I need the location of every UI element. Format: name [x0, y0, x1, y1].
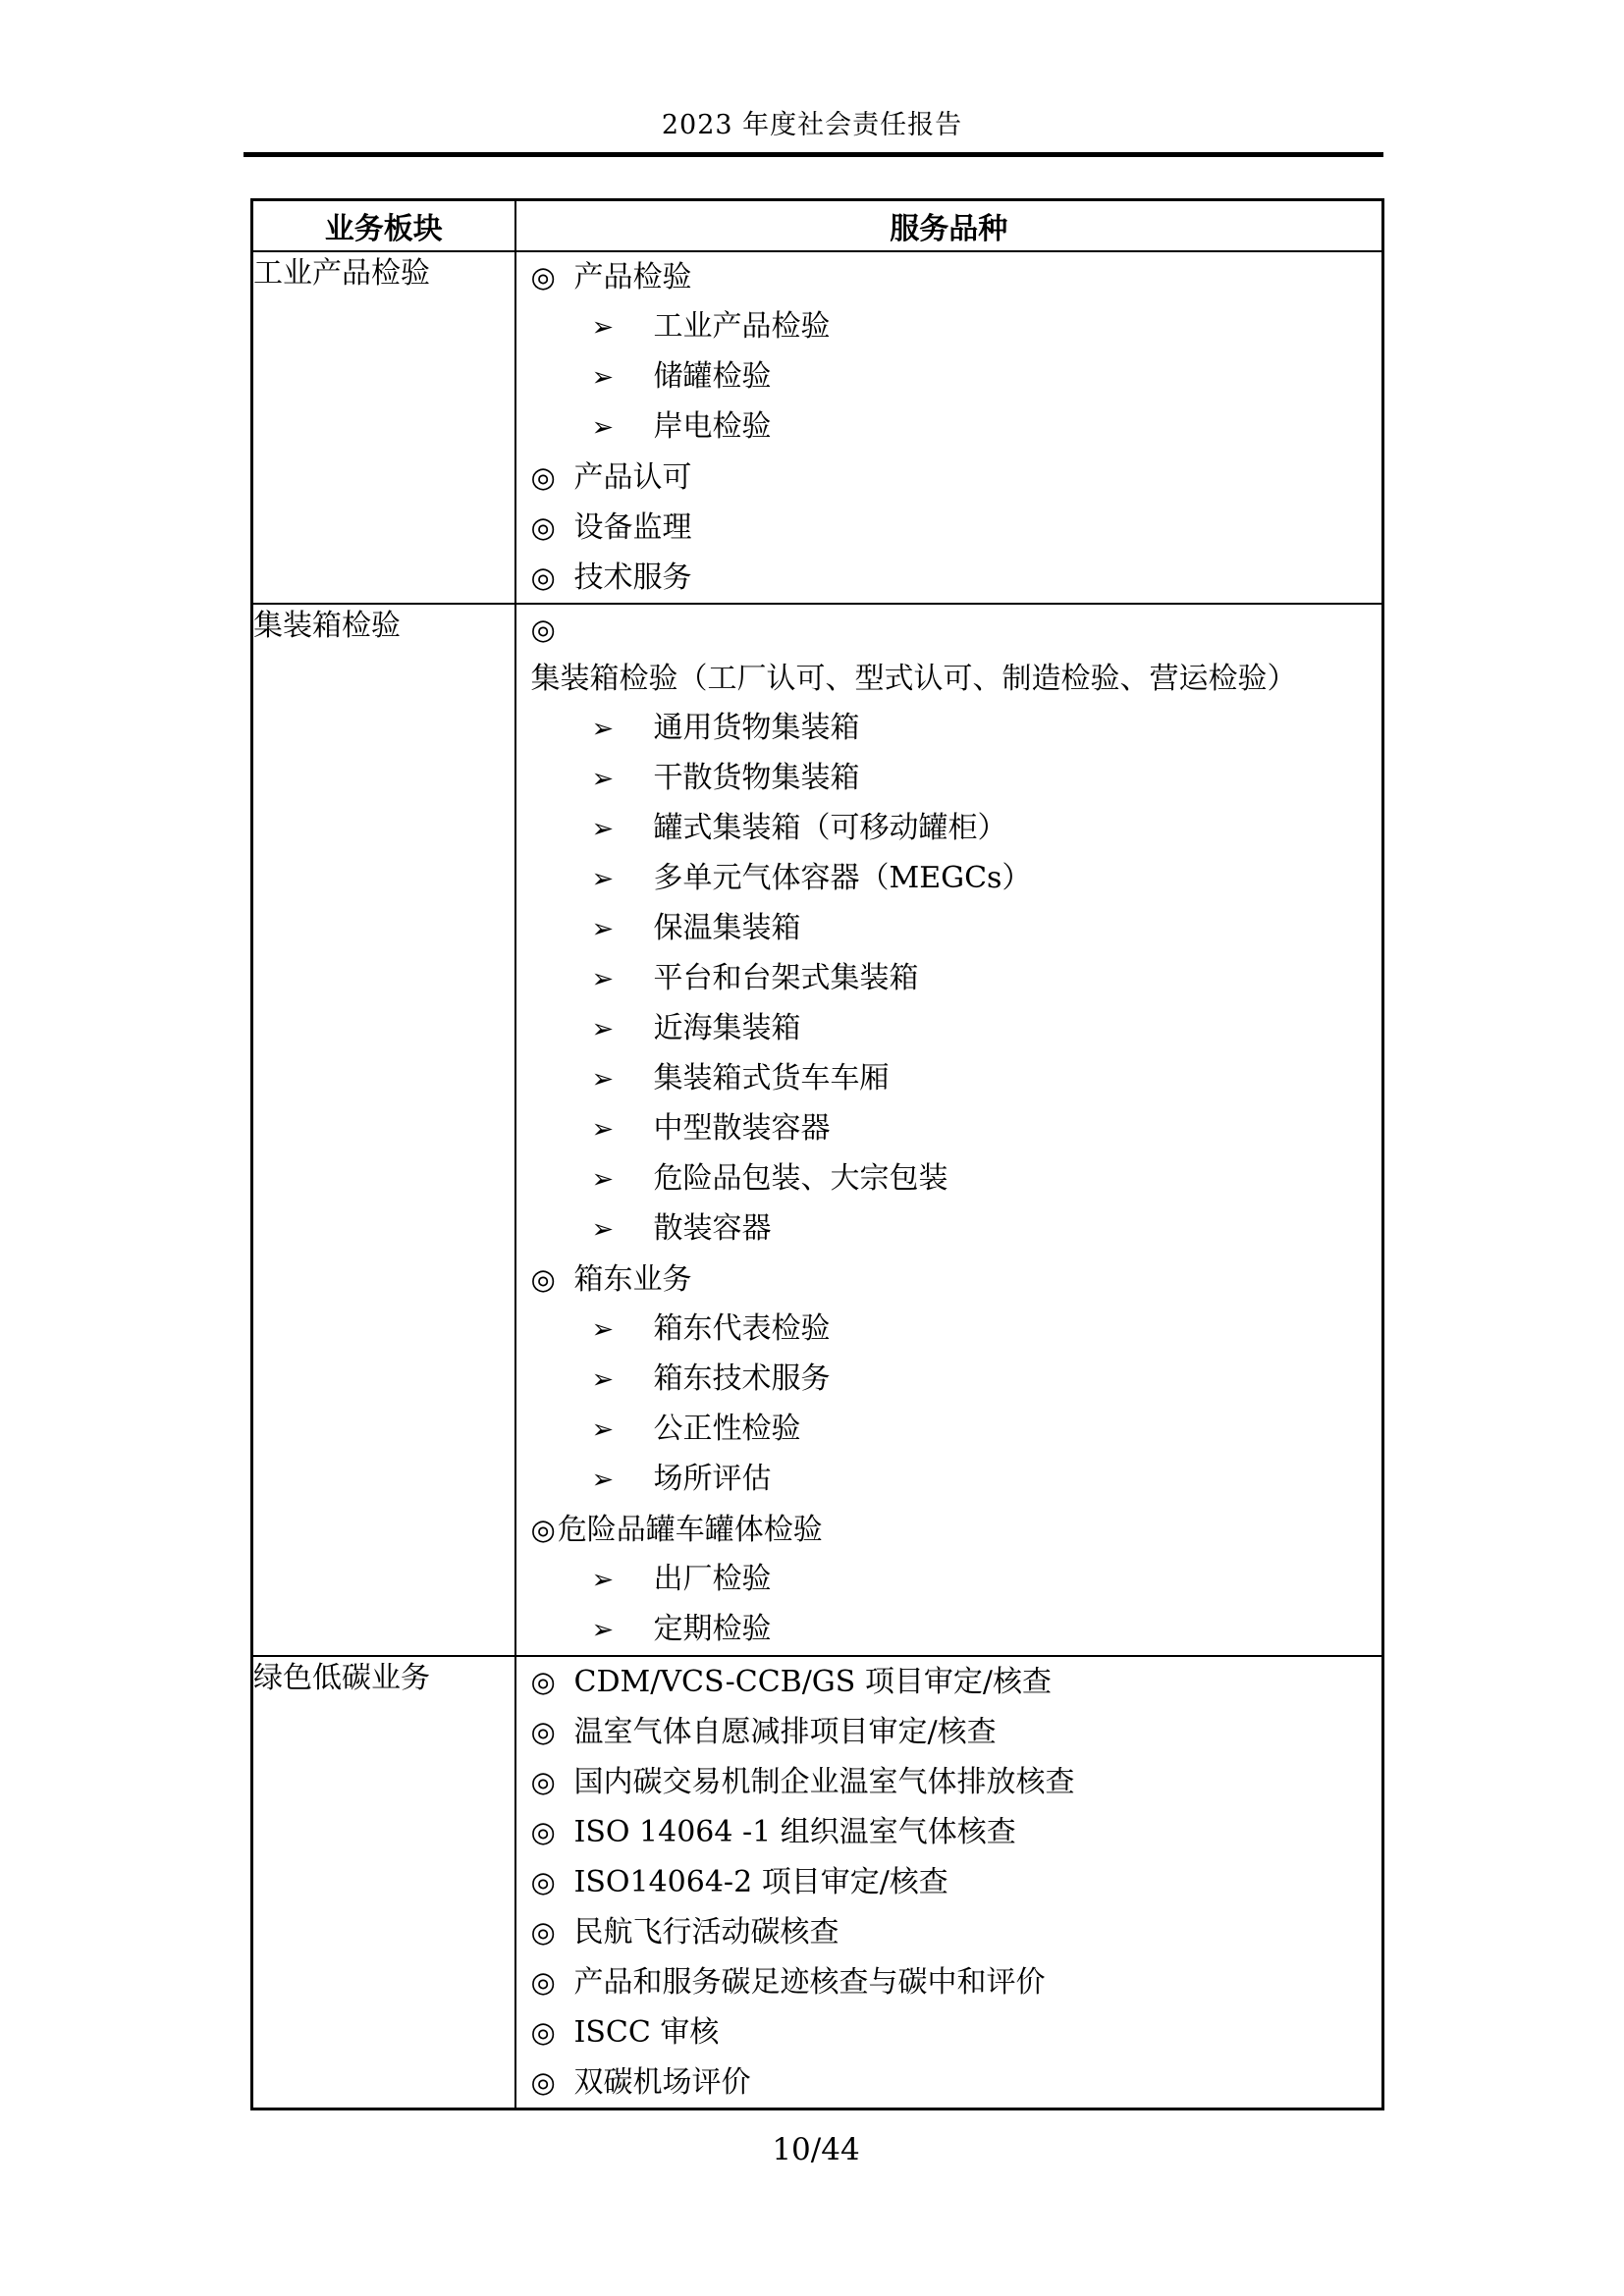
double-circle-bullet-icon: ◎	[530, 2064, 556, 2099]
service-sub-item	[516, 1555, 1382, 1605]
service-item-label: 干散货物集装箱	[653, 760, 860, 795]
double-circle-bullet-icon: ◎	[530, 2014, 556, 2049]
arrowhead-bullet-icon: ➢	[591, 1163, 615, 1195]
service-item-label: 产品和服务碳足迹核查与碳中和评价	[573, 1964, 1046, 2000]
column-header-service-types: 服务品种	[515, 200, 1383, 251]
service-item-label: 集装箱式货车车厢	[653, 1060, 890, 1095]
service-item-label: ISCC 审核	[573, 2014, 720, 2050]
header-rule	[244, 152, 1383, 157]
service-item-label: 近海集装箱	[653, 1010, 801, 1045]
arrowhead-bullet-icon: ➢	[591, 1313, 615, 1345]
service-item-label: 散装容器	[653, 1210, 772, 1246]
service-sub-item	[516, 1305, 1382, 1355]
arrowhead-bullet-icon: ➢	[591, 1063, 615, 1095]
service-item-label: 平台和台架式集装箱	[653, 960, 919, 995]
double-circle-bullet-icon: ◎	[530, 1664, 556, 1698]
arrowhead-bullet-icon: ➢	[591, 1614, 615, 1645]
business-segment-cell: 绿色低碳业务	[252, 1656, 515, 2109]
arrowhead-bullet-icon: ➢	[591, 863, 615, 894]
service-sub-item	[516, 854, 1382, 904]
service-item-label: 产品认可	[573, 459, 692, 495]
arrowhead-bullet-icon: ➢	[591, 1464, 615, 1495]
double-circle-bullet-icon: ◎	[530, 1764, 556, 1798]
service-item-label: 箱东技术服务	[653, 1361, 831, 1396]
service-item-label: 通用货物集装箱	[653, 710, 860, 745]
service-item-label: CDM/VCS-CCB/GS 项目审定/核查	[573, 1664, 1052, 1699]
service-sub-item	[516, 1405, 1382, 1455]
double-circle-bullet-icon: ◎	[530, 1714, 556, 1748]
service-item-label: 技术服务	[573, 560, 692, 595]
double-circle-bullet-icon: ◎	[530, 259, 556, 294]
service-category-item	[516, 1807, 1382, 1857]
service-item-label: 国内碳交易机制企业温室气体排放核查	[573, 1764, 1075, 1799]
service-sub-item	[516, 804, 1382, 854]
service-category-item	[516, 503, 1382, 553]
service-category-item	[516, 1907, 1382, 1957]
service-item-label: 集装箱检验（工厂认可、型式认可、制造检验、营运检验）	[530, 661, 1297, 696]
arrowhead-bullet-icon: ➢	[591, 713, 615, 744]
page-number: 10/44	[772, 2131, 860, 2167]
service-category-item	[516, 1657, 1382, 1707]
double-circle-bullet-icon: ◎	[530, 1814, 556, 1848]
double-circle-bullet-icon: ◎	[530, 1512, 556, 1546]
arrowhead-bullet-icon: ➢	[591, 1113, 615, 1145]
arrowhead-bullet-icon: ➢	[591, 361, 615, 393]
double-circle-bullet-icon: ◎	[530, 1864, 556, 1898]
service-sub-item	[516, 1104, 1382, 1154]
service-category-item	[516, 1757, 1382, 1807]
service-sub-item	[516, 1605, 1382, 1655]
service-sub-item	[516, 402, 1382, 453]
service-item-label: 双碳机场评价	[573, 2064, 751, 2100]
service-sub-item	[516, 954, 1382, 1004]
arrowhead-bullet-icon: ➢	[591, 1414, 615, 1445]
service-sub-item	[516, 754, 1382, 804]
service-item-label: 产品检验	[573, 259, 692, 294]
table-header	[252, 200, 1383, 251]
service-item-label: 罐式集装箱（可移动罐柜）	[653, 810, 1007, 845]
service-item-label: 危险品包装、大宗包装	[653, 1160, 948, 1196]
service-category-item	[516, 2057, 1382, 2108]
double-circle-bullet-icon: ◎	[530, 560, 556, 594]
service-item-label: 工业产品检验	[653, 308, 831, 344]
double-circle-bullet-icon: ◎	[530, 612, 556, 646]
service-item-label: 多单元气体容器（MEGCs）	[653, 860, 1032, 895]
service-item-label: 箱东业务	[573, 1261, 692, 1297]
service-category-item	[516, 1255, 1382, 1305]
service-category-item	[516, 1957, 1382, 2007]
service-sub-item	[516, 1004, 1382, 1054]
table-row	[252, 604, 1383, 1656]
business-segment-cell: 集装箱检验	[252, 604, 515, 1656]
service-category-item	[516, 1505, 1382, 1555]
services-table	[250, 198, 1384, 2110]
service-category-item	[516, 252, 1382, 302]
arrowhead-bullet-icon: ➢	[591, 813, 615, 844]
double-circle-bullet-icon: ◎	[530, 1261, 556, 1296]
arrowhead-bullet-icon: ➢	[591, 913, 615, 944]
service-types-cell	[515, 1656, 1383, 2109]
arrowhead-bullet-icon: ➢	[591, 763, 615, 794]
table-row	[252, 1656, 1383, 2109]
service-item-label: 保温集装箱	[653, 910, 801, 945]
service-category-item	[516, 605, 1326, 704]
report-title: 2023 年度社会责任报告	[661, 110, 963, 140]
service-category-item	[516, 2007, 1382, 2057]
service-item-label: ISO14064-2 项目审定/核查	[573, 1864, 948, 1899]
service-item-label: 出厂检验	[653, 1561, 772, 1596]
service-sub-item	[516, 1355, 1382, 1405]
arrowhead-bullet-icon: ➢	[591, 311, 615, 343]
service-item-label: 定期检验	[653, 1611, 772, 1646]
business-segment-cell: 工业产品检验	[252, 251, 515, 604]
service-sub-item	[516, 704, 1382, 754]
service-item-label: 设备监理	[573, 509, 692, 545]
service-item-label: ISO 14064 -1 组织温室气体核查	[573, 1814, 1016, 1849]
arrowhead-bullet-icon: ➢	[591, 963, 615, 994]
double-circle-bullet-icon: ◎	[530, 1914, 556, 1949]
arrowhead-bullet-icon: ➢	[591, 1013, 615, 1044]
service-category-item	[516, 453, 1382, 503]
double-circle-bullet-icon: ◎	[530, 1964, 556, 1999]
service-sub-item	[516, 1204, 1382, 1255]
service-sub-item	[516, 352, 1382, 402]
service-sub-item	[516, 302, 1382, 352]
service-item-label: 岸电检验	[653, 408, 772, 444]
service-category-item	[516, 553, 1382, 603]
service-category-item	[516, 1707, 1382, 1757]
service-sub-item	[516, 1154, 1382, 1204]
service-category-item	[516, 1857, 1382, 1907]
service-types-cell	[515, 604, 1383, 1656]
service-item-label: 中型散装容器	[653, 1110, 831, 1146]
table-header-row	[252, 200, 1383, 251]
arrowhead-bullet-icon: ➢	[591, 411, 615, 443]
arrowhead-bullet-icon: ➢	[591, 1363, 615, 1395]
service-item-label: 危险品罐车罐体检验	[557, 1512, 823, 1547]
service-item-label: 储罐检验	[653, 358, 772, 394]
arrowhead-bullet-icon: ➢	[591, 1213, 615, 1245]
service-item-label: 公正性检验	[653, 1411, 801, 1446]
table-body	[252, 251, 1383, 2109]
service-types-cell	[515, 251, 1383, 604]
service-item-label: 民航飞行活动碳核查	[573, 1914, 839, 1949]
service-item-label: 箱东代表检验	[653, 1310, 831, 1346]
service-item-label: 温室气体自愿减排项目审定/核查	[573, 1714, 997, 1749]
service-sub-item	[516, 904, 1382, 954]
double-circle-bullet-icon: ◎	[530, 459, 556, 494]
service-sub-item	[516, 1455, 1382, 1505]
column-header-business-segment: 业务板块	[252, 200, 515, 251]
service-sub-item	[516, 1054, 1382, 1104]
service-item-label: 场所评估	[653, 1461, 772, 1496]
table-row	[252, 251, 1383, 604]
double-circle-bullet-icon: ◎	[530, 509, 556, 544]
arrowhead-bullet-icon: ➢	[591, 1564, 615, 1595]
